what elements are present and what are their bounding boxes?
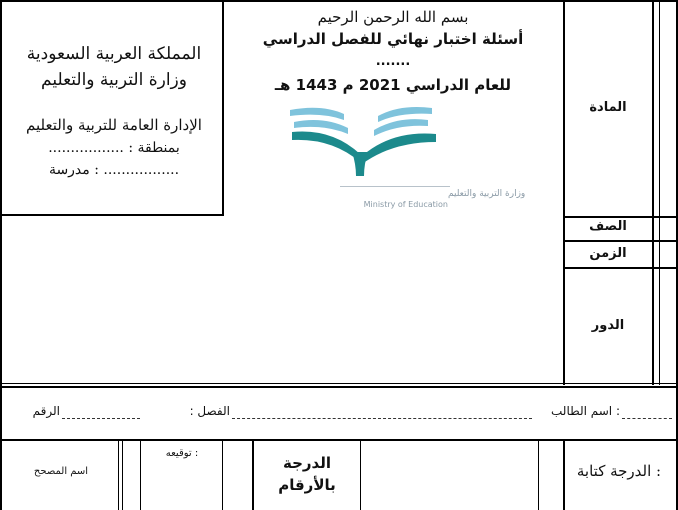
grade-div-3 xyxy=(140,440,141,510)
student-section-bottom xyxy=(0,439,678,441)
name-dash-1 xyxy=(622,418,672,419)
grade-label: الصف xyxy=(589,219,627,234)
grade-numbers-label-2: بالأرقام xyxy=(278,476,336,494)
signature-label: : توقيعه xyxy=(165,448,199,459)
left-block-bottom xyxy=(0,214,224,216)
class-label: الفصل : xyxy=(189,404,230,418)
grade-div-4 xyxy=(222,440,223,510)
grade-div-5 xyxy=(252,440,254,510)
grade-div-2 xyxy=(122,440,123,510)
session-label: الدور xyxy=(591,318,625,333)
general-administration: الإدارة العامة للتربية والتعليم xyxy=(26,116,202,134)
kingdom-name: المملكة العربية السعودية xyxy=(26,44,202,64)
upper-section-bottom-2 xyxy=(0,386,678,388)
divider-left-block xyxy=(222,0,224,215)
grade-div-7 xyxy=(538,440,539,510)
class-dash xyxy=(62,418,140,419)
grade-div-1 xyxy=(118,440,119,510)
title-dots: ....... xyxy=(375,54,411,69)
book-logo-icon xyxy=(282,102,526,212)
ministry-logo xyxy=(282,102,526,212)
school-field: ................. : مدرسة xyxy=(48,162,180,178)
divider-center-block xyxy=(563,0,565,385)
subject-label: المادة xyxy=(589,100,627,115)
region-field: بمنطقة : ................. xyxy=(48,140,180,156)
upper-section-bottom-1 xyxy=(0,383,678,384)
basmala: بسم الله الرحمن الرحيم xyxy=(317,8,469,26)
row-line-time-bottom xyxy=(563,267,678,269)
logo-english-text: Ministry of Education xyxy=(363,200,448,209)
row-line-grade-bottom xyxy=(563,240,678,242)
student-name-label: : اسم الطالب xyxy=(551,404,620,418)
logo-arabic-text: وزارة التربية والتعليم xyxy=(448,189,526,199)
divider-right-1 xyxy=(652,0,654,385)
grade-div-8 xyxy=(563,440,565,510)
frame-left xyxy=(0,0,2,510)
time-label: الزمن xyxy=(589,246,627,261)
ministry-name: وزارة التربية والتعليم xyxy=(41,70,187,90)
grade-div-6 xyxy=(360,440,361,510)
row-line-subject-bottom xyxy=(563,216,678,218)
grade-written-label: : الدرجة كتابة xyxy=(576,462,662,480)
frame-top xyxy=(0,0,678,2)
student-number-label: الرقم xyxy=(32,404,60,418)
corrector-name-label: اسم المصحح xyxy=(33,466,89,477)
grade-numbers-label-1: الدرجة xyxy=(283,454,331,472)
exam-title: أسئلة اختبار نهائي للفصل الدراسي xyxy=(262,30,524,48)
academic-year: للعام الدراسي 2021 م 1443 هـ xyxy=(274,76,512,94)
divider-right-2 xyxy=(659,0,660,385)
name-dash-2 xyxy=(232,418,532,419)
